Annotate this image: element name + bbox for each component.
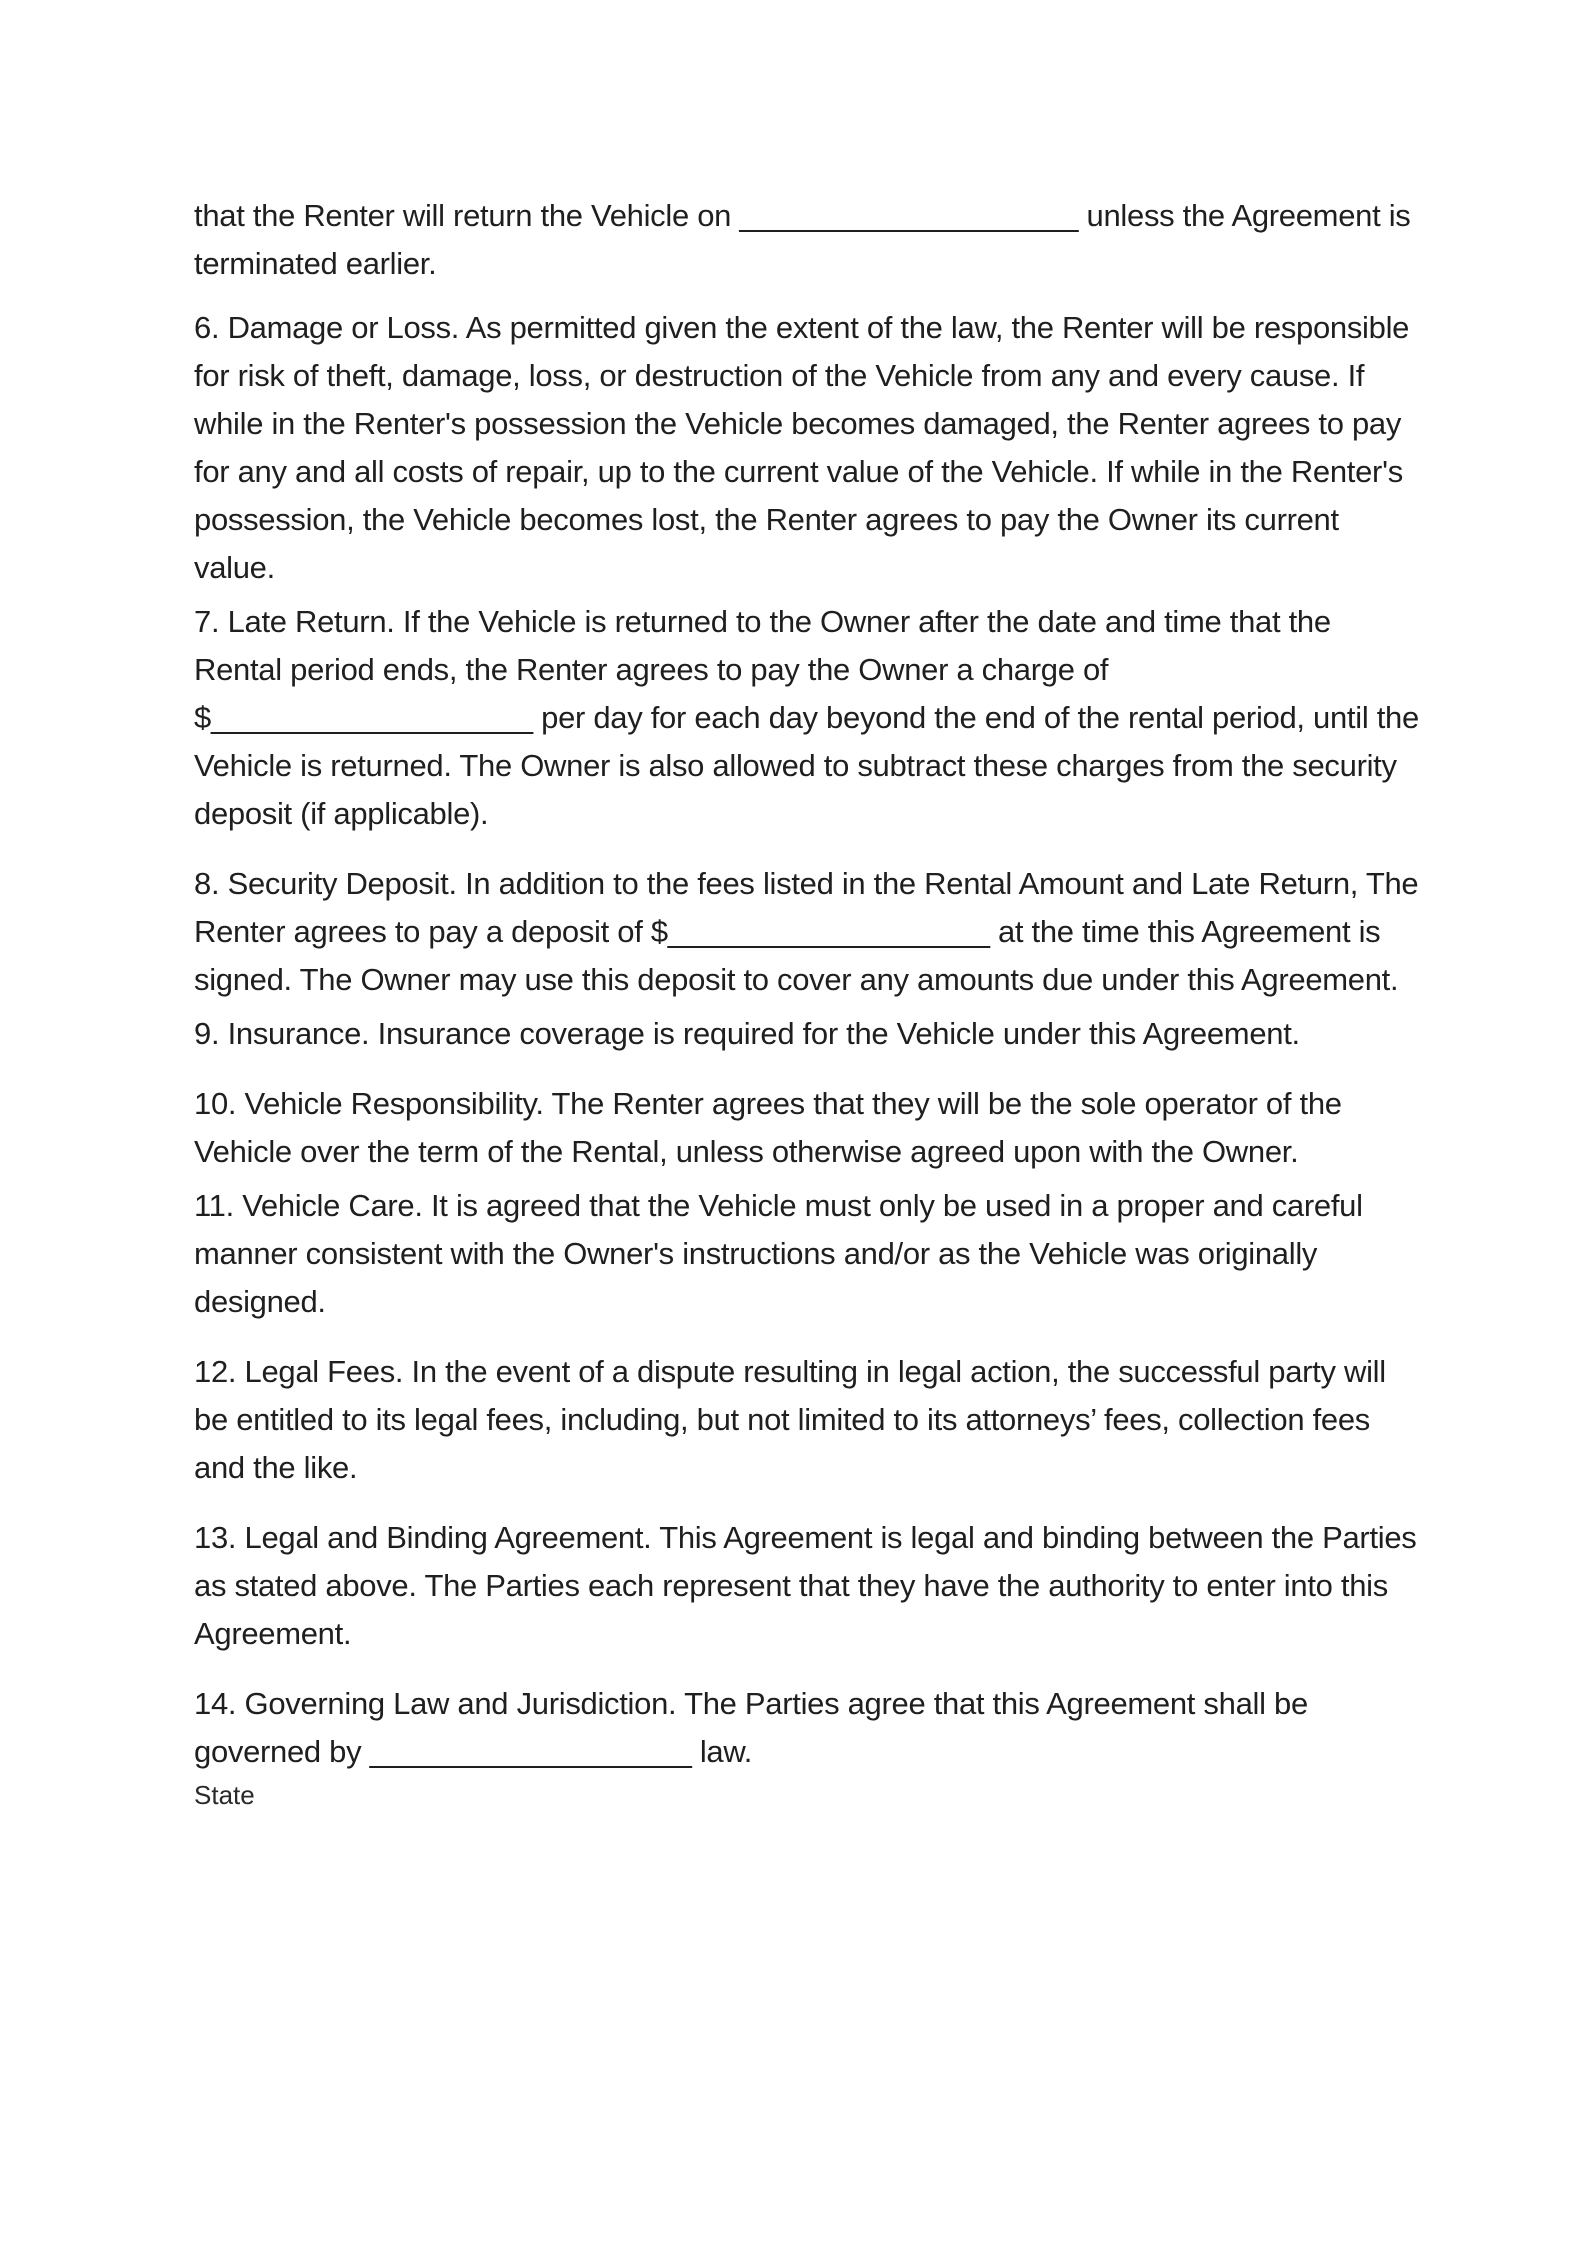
document-body [194,192,1424,1812]
clause-legal-fees: 12. Legal Fees. In the event of a dispute resulting in legal action, the successful party will be entitled to its legal fees, including, but not limited to its attorneys’ fees, collection fees and the like. [194,1354,1386,1485]
state-caption: State [194,1780,255,1810]
return-date-clause: that the Renter will return the Vehicle on ____________________ unless the Agreement is terminated earlier. [194,198,1411,281]
clause-security-deposit: 8. Security Deposit. In addition to the fees listed in the Rental Amount and Late Return, The Renter agrees to pay a deposit of $___________________ at the time this Agreement is signed. The Owner may use this deposit to cover any amounts due under this Agreement. [194,866,1419,997]
clause-late-return: 7. Late Return. If the Vehicle is returned to the Owner after the date and time that the Rental period ends, the Renter agrees to pay the Owner a charge of $___________________ per day for each day beyond the end of the rental period, until the Vehicle is returned. The Owner is also allowed to subtract these charges from the security deposit (if applicable). [194,604,1419,831]
clause-vehicle-responsibility: 10. Vehicle Responsibility. The Renter agrees that they will be the sole operator of the Vehicle over the term of the Rental, unless otherwise agreed upon with the Owner. [194,1086,1342,1169]
clause-legal-and-binding: 13. Legal and Binding Agreement. This Agreement is legal and binding between the Parties as stated above. The Parties each represent that they have the authority to enter into this Agreement. [194,1520,1417,1651]
clause-damage-or-loss: 6. Damage or Loss. As permitted given the extent of the law, the Renter will be responsible for risk of theft, damage, loss, or destruction of the Vehicle from any and every cause. If while in the Renter's possession the Vehicle becomes damaged, the Renter agrees to pay for any and all costs of repair, up to the current value of the Vehicle. If while in the Renter's possession, the Vehicle becomes lost, the Renter agrees to pay the Owner its current value. [194,310,1410,585]
clause-vehicle-care: 11. Vehicle Care. It is agreed that the Vehicle must only be used in a proper and careful manner consistent with the Owner's instructions and/or as the Vehicle was originally designed. [194,1188,1363,1319]
clause-insurance: 9. Insurance. Insurance coverage is required for the Vehicle under this Agreement. [194,1016,1300,1051]
clause-governing-law: 14. Governing Law and Jurisdiction. The Parties agree that this Agreement shall be governed by ___________________ law. [194,1686,1308,1769]
